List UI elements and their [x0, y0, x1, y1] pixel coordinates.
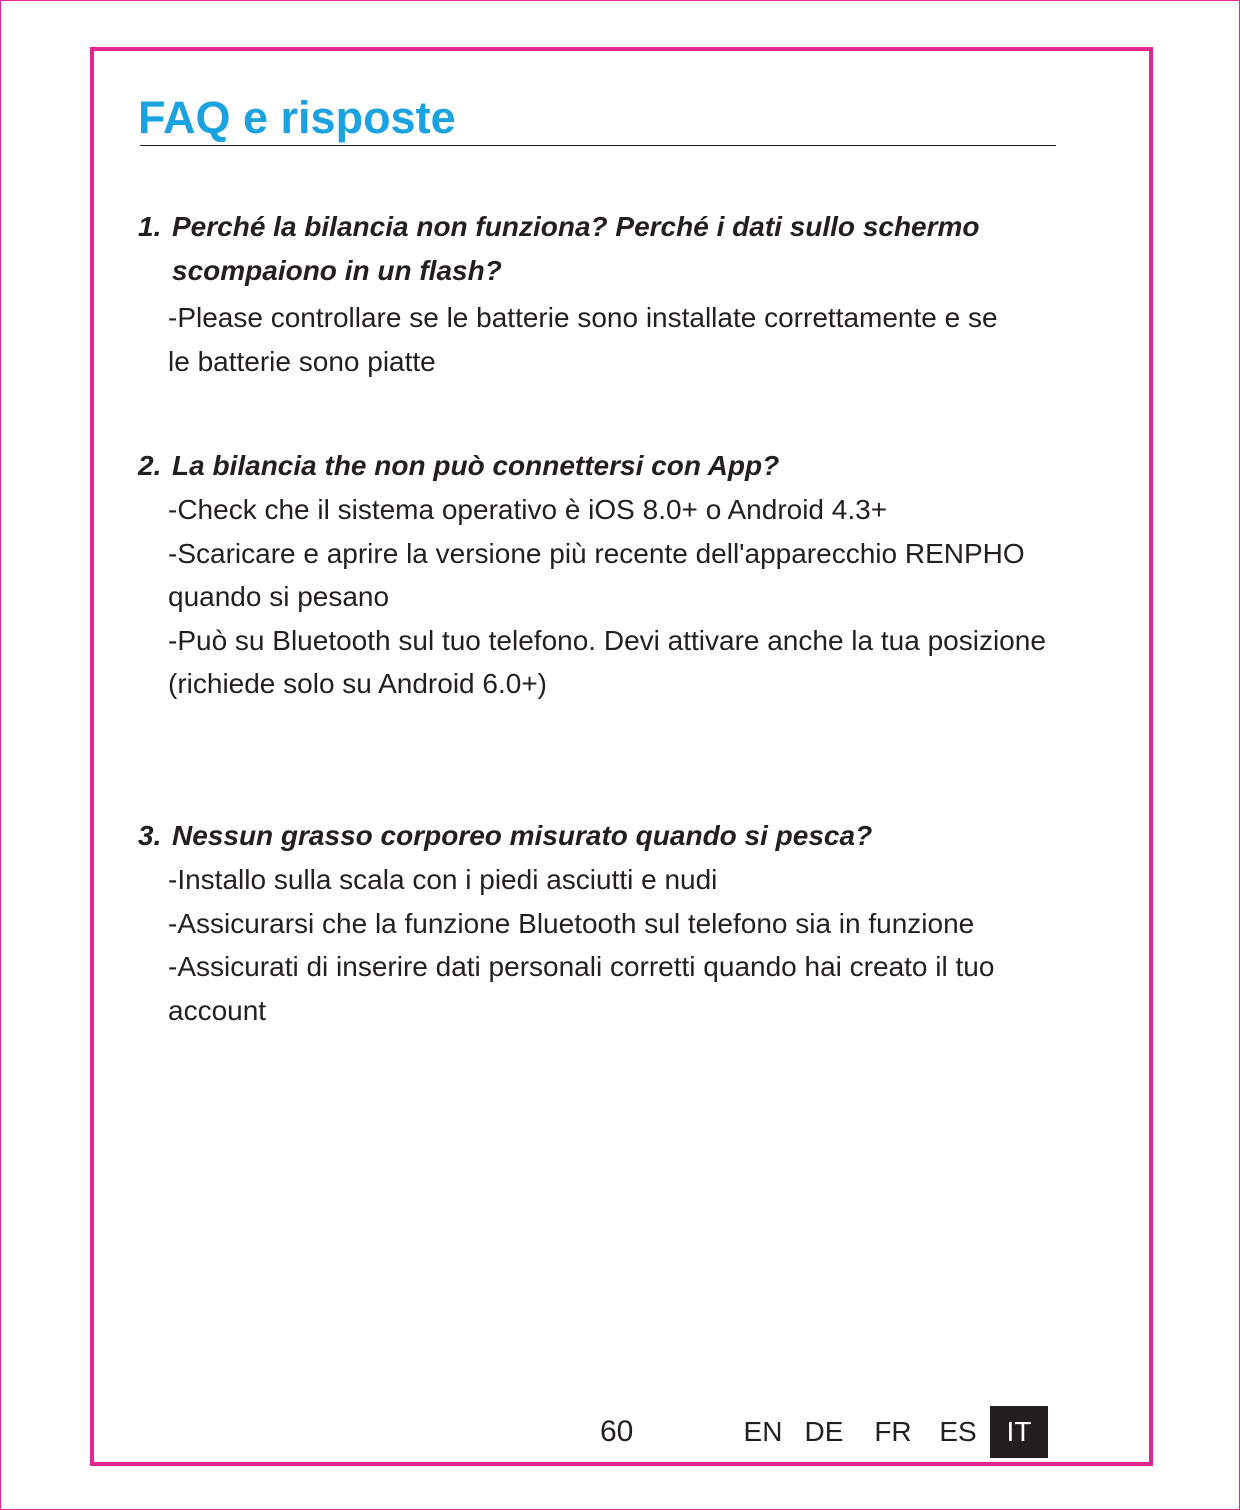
faq-answer-line: -Scaricare e aprire la versione più recente dell'apparecchio RENPHO	[168, 537, 1025, 569]
faq-answer-line: -Assicurati di inserire dati personali corretti quando hai creato il tuo	[168, 951, 995, 982]
faq-answer-line: quando si pesano	[168, 581, 390, 612]
language-tabs	[738, 1406, 1048, 1458]
page-title: FAQ e risposte	[138, 92, 456, 143]
faq-question	[138, 814, 1138, 858]
faq-answer-line: (richiede solo su Android 6.0+)	[168, 668, 547, 699]
language-tab-en[interactable]: EN	[743, 1416, 783, 1447]
faq-answer-line: -Assicurarsi che la funzione Bluetooth sul telefono sia in funzione	[168, 907, 975, 939]
faq-number: 2.	[138, 450, 162, 481]
faq-answer-line: -Installo sulla scala con i piedi asciutti e nudi	[168, 864, 718, 895]
faq-number: 3.	[138, 820, 162, 851]
faq-answer-line: -Please controllare se le batterie sono installate correttamente e se	[168, 302, 998, 333]
faq-item-3	[138, 814, 1138, 1032]
faq-question	[138, 444, 1138, 488]
faq-answer	[138, 858, 1138, 1032]
faq-question	[138, 205, 1138, 293]
faq-question-line: La bilancia the non può connettersi con App?	[172, 450, 780, 481]
language-tab-de[interactable]: DE	[804, 1416, 844, 1447]
faq-answer-line: -Può su Bluetooth sul tuo telefono. Devi attivare anche la tua posizione	[168, 624, 1046, 656]
faq-question-line: Nessun grasso corporeo misurato quando si pesca?	[172, 820, 873, 851]
faq-answer-line: -Check che il sistema operativo è iOS 8.0+ o Android 4.3+	[168, 494, 888, 525]
title-underline	[140, 145, 1056, 146]
language-tab-it-active[interactable]: IT	[990, 1406, 1048, 1458]
faq-number: 1.	[138, 211, 162, 242]
faq-answer-line: le batterie sono piatte	[168, 345, 436, 377]
faq-question-line: Perché la bilancia non funziona? Perché i dati sullo schermo	[172, 211, 980, 242]
faq-answer-line: account	[168, 994, 267, 1026]
faq-item-1	[138, 205, 1138, 383]
faq-item-2	[138, 444, 1138, 706]
faq-question-line: scompaiono in un flash?	[172, 255, 502, 286]
language-tab-fr[interactable]: FR	[874, 1416, 912, 1447]
faq-answer	[138, 488, 1138, 706]
page-number: 60	[600, 1415, 634, 1448]
faq-answer	[138, 296, 1138, 383]
language-tab-es[interactable]: ES	[939, 1416, 977, 1447]
